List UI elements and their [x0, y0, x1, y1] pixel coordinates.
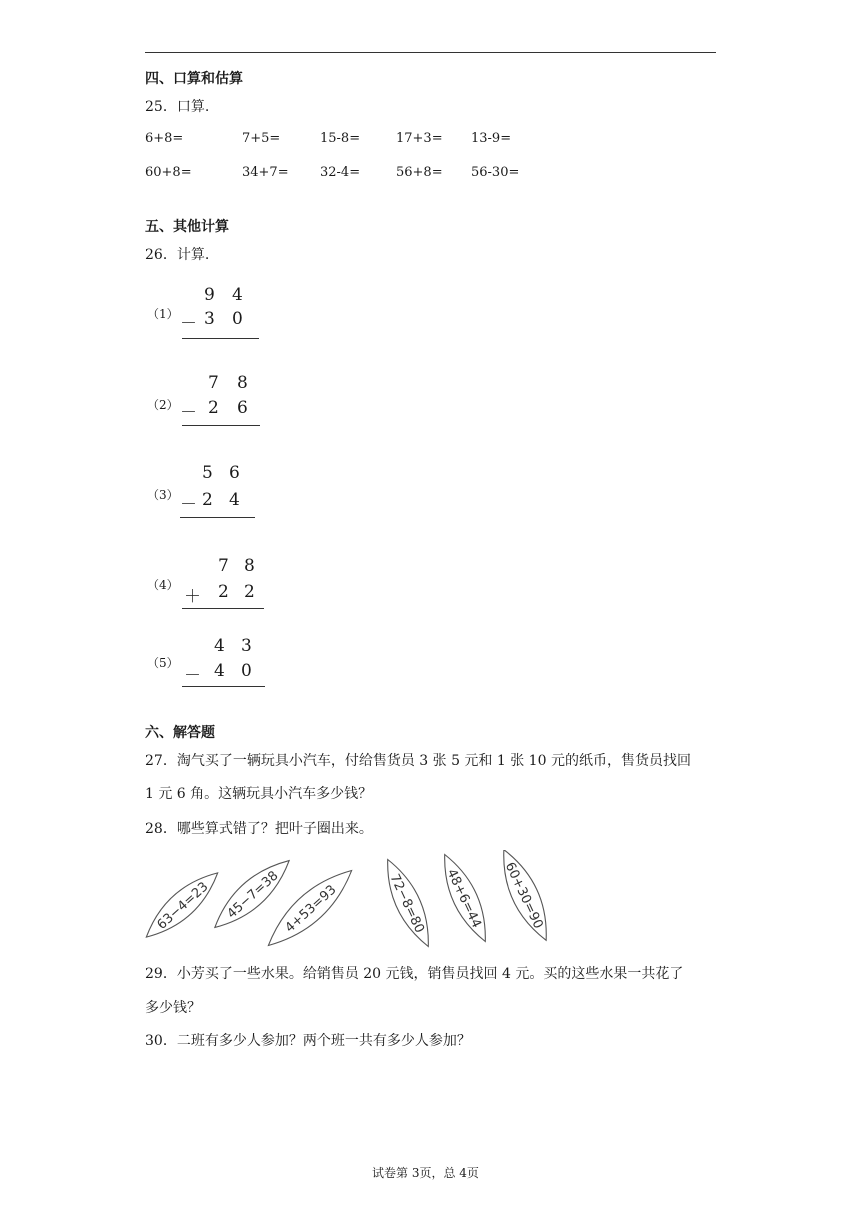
problem-label: （2） — [147, 398, 179, 412]
question-27-line-1: 27．淘气买了一辆玩具小汽车，付给售货员 3 张 5 元和 1 张 10 元的纸币，售货员找回 — [145, 753, 691, 769]
digit: 8 — [244, 556, 255, 576]
leaf-label: 72−8=80 — [386, 871, 427, 936]
operator-sign: － — [180, 314, 197, 334]
digit: 6 — [237, 398, 248, 418]
mental-math-item: 6+8= — [145, 131, 184, 146]
leaf-label: 45−7=38 — [224, 868, 282, 922]
digit: 4 — [214, 661, 225, 681]
digit: 2 — [208, 398, 219, 418]
digit: 3 — [204, 309, 215, 329]
section-heading-4: 四、口算和估算 — [145, 71, 243, 87]
answer-line — [182, 425, 260, 426]
mental-math-item: 13-9= — [471, 131, 512, 146]
mental-math-item: 15-8= — [320, 131, 361, 146]
digit: 3 — [241, 636, 252, 656]
operator-sign: ＋ — [184, 587, 201, 607]
answer-line — [180, 517, 255, 518]
mental-math-item: 7+5= — [242, 131, 281, 146]
leaf-label: 4+53=93 — [282, 882, 340, 936]
problem-label: （5） — [147, 656, 179, 670]
question-26-title: 26．计算. — [145, 247, 210, 263]
mental-math-item: 17+3= — [396, 131, 443, 146]
leaf-label: 63−4=23 — [154, 879, 212, 933]
answer-line — [182, 608, 264, 609]
question-28-title: 28．哪些算式错了？把叶子圈出来。 — [145, 821, 373, 837]
problem-label: （3） — [147, 488, 179, 502]
operator-sign: － — [180, 403, 197, 423]
header-rule — [145, 52, 716, 53]
digit: 9 — [204, 285, 215, 305]
question-29-line-2: 多少钱？ — [145, 1000, 201, 1016]
digit: 7 — [208, 373, 219, 393]
mental-math-item: 34+7= — [242, 165, 289, 180]
leaf[interactable] — [492, 850, 558, 946]
leaf[interactable] — [434, 850, 496, 947]
question-30-title: 30．二班有多少人参加？两个班一共有多少人参加？ — [145, 1033, 471, 1049]
section-heading-5: 五、其他计算 — [145, 219, 229, 235]
leaf[interactable] — [377, 854, 439, 950]
question-27-line-2: 1 元 6 角。这辆玩具小汽车多少钱？ — [145, 786, 373, 802]
digit: 0 — [241, 661, 252, 681]
digit: 2 — [218, 582, 229, 602]
operator-sign: － — [184, 666, 201, 686]
mental-math-item: 60+8= — [145, 165, 192, 180]
question-25-title: 25．口算. — [145, 99, 210, 115]
leaves-figure — [140, 850, 570, 950]
digit: 2 — [202, 490, 213, 510]
digit: 8 — [237, 373, 248, 393]
mental-math-item: 56-30= — [471, 165, 520, 180]
digit: 7 — [218, 556, 229, 576]
answer-line — [182, 686, 265, 687]
section-heading-6: 六、解答题 — [145, 725, 215, 741]
digit: 4 — [232, 285, 243, 305]
mental-math-item: 56+8= — [396, 165, 443, 180]
question-29-line-1: 29．小芳买了一些水果。给销售员 20 元钱，销售员找回 4 元。买的这些水果一共花了 — [145, 966, 684, 982]
mental-math-item: 32-4= — [320, 165, 361, 180]
leaf-label: 48+6=44 — [443, 866, 484, 931]
digit: 0 — [232, 309, 243, 329]
problem-label: （4） — [147, 578, 179, 592]
page-footer: 试卷第 3页，总 4页 — [372, 1166, 479, 1180]
problem-label: （1） — [147, 307, 179, 321]
digit: 2 — [244, 582, 255, 602]
digit: 4 — [214, 636, 225, 656]
digit: 6 — [229, 463, 240, 483]
digit: 4 — [229, 490, 240, 510]
digit: 5 — [202, 463, 213, 483]
operator-sign: － — [180, 495, 197, 515]
leaf-label: 60+30=90 — [501, 860, 546, 932]
answer-line — [182, 338, 259, 339]
leaf[interactable] — [140, 864, 226, 947]
